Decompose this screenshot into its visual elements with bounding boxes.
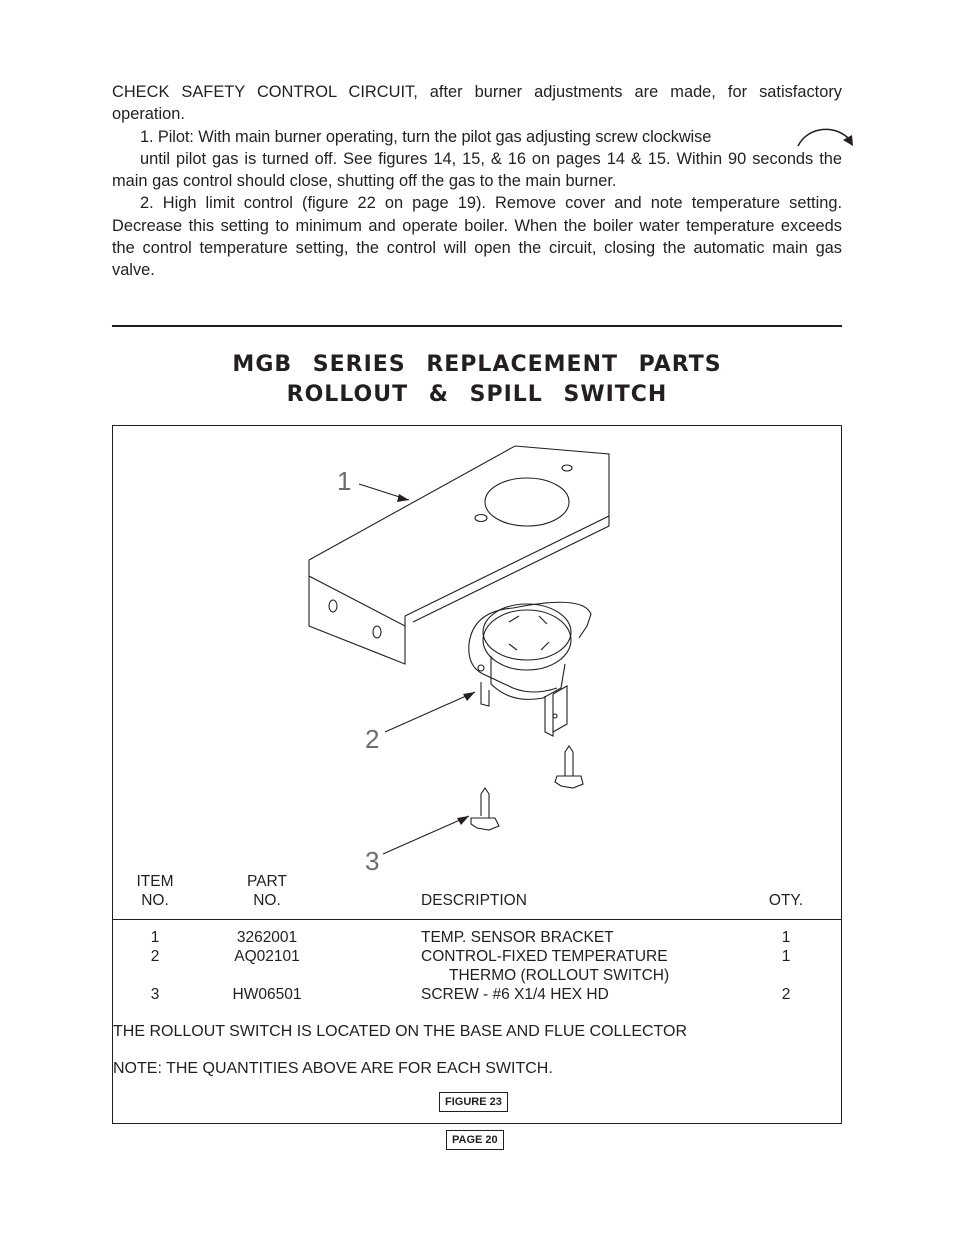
row-2-item: 2 (150, 948, 160, 965)
page-number: PAGE 20 (446, 1130, 504, 1150)
parts-figure-box (112, 425, 842, 1124)
section-title-line1: MGB SERIES REPLACEMENT PARTS (232, 352, 722, 377)
row-3-qty: 2 (781, 986, 791, 1003)
safety-check-text: after burner adjustments are made, for satisfactory operation. (112, 83, 842, 124)
qty-header: OTY. (768, 892, 804, 909)
row-2-part: AQ02101 (234, 948, 300, 965)
pilot-step-line2: until pilot gas is turned off. See figures 14, 15, & 16 on pages 14 & 15. Within 90 seconds the main gas control should close, shutting off the gas to the main burner. (112, 149, 842, 191)
temp-sensor-bracket-drawing (309, 446, 609, 664)
row-2-description: CONTROL-FIXED TEMPERATURE (421, 948, 668, 965)
quantity-note: NOTE: THE QUANTITIES ABOVE ARE FOR EACH SWITCH. (113, 1060, 553, 1077)
callout-2: 2 (365, 724, 380, 754)
row-3-part: HW06501 (232, 986, 302, 1003)
safety-check-lead: CHECK SAFETY CONTROL CIRCUIT, (112, 83, 418, 101)
row-1-description: TEMP. SENSOR BRACKET (421, 929, 614, 946)
rollout-location-note: THE ROLLOUT SWITCH IS LOCATED ON THE BASE AND FLUE COLLECTOR (113, 1023, 688, 1040)
callout-3: 3 (365, 846, 380, 876)
figure-label: FIGURE 23 (439, 1092, 508, 1112)
row-3-item: 3 (150, 986, 160, 1003)
section-title-line2: ROLLOUT & SPILL SWITCH (286, 382, 668, 407)
part-no-header: PART NO. (247, 873, 287, 909)
rollout-switch-control-drawing (469, 602, 591, 736)
description-header: DESCRIPTION (421, 892, 527, 909)
hex-head-screw-drawing (471, 746, 583, 830)
table-header-divider (113, 919, 841, 920)
high-limit-step: 2. High limit control (figure 22 on page 19). Remove cover and note temperature setting. Decrease this setting to minimum and operate boiler. When the boiler water temperature exceeds the control temperature setting, the control will open the circuit, closing the automatic main gas valve. (112, 194, 842, 280)
callout-1: 1 (337, 466, 352, 496)
row-1-qty: 1 (781, 929, 791, 946)
row-1-part: 3262001 (236, 929, 298, 946)
pilot-step-line1: 1. Pilot: With main burner operating, turn the pilot gas adjusting screw clockwise (140, 127, 712, 146)
section-divider (112, 325, 842, 327)
safety-check-paragraph (112, 81, 842, 126)
clockwise-arrow-icon (796, 124, 856, 152)
rollout-switch-drawing (113, 426, 841, 886)
row-2-qty: 1 (781, 948, 791, 965)
item-no-header: ITEM NO. (136, 873, 174, 909)
row-3-description: SCREW - #6 X1/4 HEX HD (421, 986, 609, 1003)
row-2-description-cont: THERMO (ROLLOUT SWITCH) (449, 967, 670, 984)
row-1-item: 1 (150, 929, 160, 946)
safety-check-instructions (112, 81, 842, 282)
